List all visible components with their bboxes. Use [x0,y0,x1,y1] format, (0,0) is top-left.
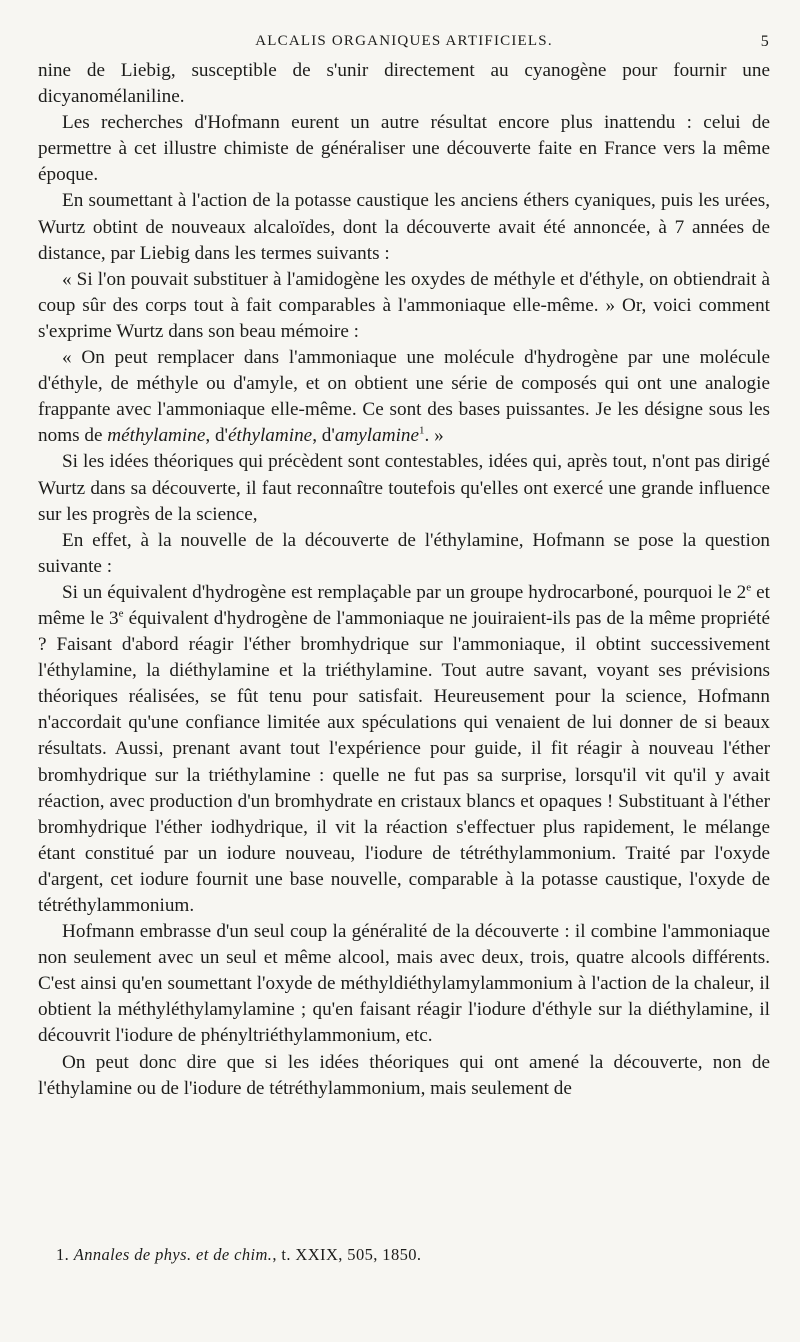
paragraph-6: Si les idées théoriques qui précèdent sont contestables, idées qui, après tout, n'ont pas dirigé Wurtz dans sa découverte, il faut reconnaître toutefois qu'elles ont exercé une grande influence sur les progrès de la science, [38,451,770,525]
footnote-number: 1. [56,1245,70,1264]
paragraph-2: Les recherches d'Hofmann eurent un autre résultat encore plus inattendu : celui de permettre à cet illustre chimiste de généraliser une découverte faite en France vers la même époque. [38,112,770,186]
wurtz-quote-text: « On peut remplacer dans l'ammoniaque une molécule d'hydrogène par une molécule d'éthyle, de méthyle ou d'amyle, et on obtient une série de composés qui ont une analogie frappante avec l'ammoniaque elle-même. Ce sont des bases puissantes. Je les désigne sous les noms de [38,347,770,447]
paragraph-9: Hofmann embrasse d'un seul coup la généralité de la découverte : il combine l'ammoniaque non seulement avec un seul et même alcool, mais avec deux, trois, quatre alcools différents. C'est ainsi qu'en soumettant l'oxyde de méthyldiéthylamylammonium à l'action de la chaleur, il obtient la méthyléthylamylamine ; qu'en faisant réagir l'iodure d'éthyle sur la diéthylamine, il découvrit l'iodure de phényltriéthylammonium, etc. [38,921,770,1047]
book-page [38,30,770,1102]
running-title: ALCALIS ORGANIQUES ARTIFICIELS. [255,33,553,49]
paragraph-3: En soumettant à l'action de la potasse caustique les anciens éthers cyaniques, puis les urées, Wurtz obtint de nouveaux alcaloïdes, dont la découverte avait été annoncée, à 7 années de distance, par Liebig dans les termes suivants : [38,190,770,264]
paragraph-1: nine de Liebig, susceptible de s'unir directement au cyanogène pour fournir une dicyanomélaniline. [38,60,770,108]
footnote-details: , t. XXIX, 505, 1850. [272,1245,422,1264]
paragraph-7: En effet, à la nouvelle de la découverte de l'éthylamine, Hofmann se pose la question suivante : [38,529,770,577]
term-separator-1: , d' [205,425,228,447]
footnote-source: Annales de phys. et de chim. [73,1245,273,1264]
paragraph-8-part-1: Si un équivalent d'hydrogène est remplaçable par un groupe hydrocarboné, pourquoi le 2 [62,581,747,603]
term-methylamine: méthylamine [107,425,206,447]
term-amylamine: amylamine [334,425,420,447]
footnote-reference: 1 [419,424,425,437]
paragraph-8 [38,580,770,919]
ordinal-superscript-2: e [118,607,124,620]
paragraph-4-liebig-quote: « Si l'on pouvait substituer à l'amidogène les oxydes de méthyle et d'éthyle, on obtiendrait à coup sûr des corps tout à fait comparables à l'ammoniaque elle-même. » Or, voici comment s'exprime Wurtz dans son beau mémoire : [38,268,770,342]
ordinal-superscript-1: e [746,581,752,594]
term-ethylamine: éthylamine [228,425,313,447]
paragraph-8-part-3: équivalent d'hydrogène de l'ammoniaque ne jouiraient-ils pas de la même propriété ? Faisant d'abord réagir l'éther bromhydrique sur l'ammoniaque, il obtint successivement l'éthylamine, la diéthylamine et la triéthylamine. Tout autre savant, voyant ses prévisions théoriques réalisées, se fût tenu pour satisfait. Heureusement pour la science, Hofmann n'accordait qu'une confiance limitée aux spéculations qui venaient de lui donner de si beaux résultats. Aussi, prenant avant tout l'expérience pour guide, il fit réagir à nouveau l'éther bromhydrique sur la triéthylamine : quelle ne fut pas sa surprise, lorsqu'il vit qu'il y avait réaction, avec production d'un bromhydrate en cristaux blancs et opaques ! Substituant à l'éther bromhydrique l'éther iodhydrique, il vit la réaction s'effectuer plus rapidement, le mélange étant constitué par un iodure nouveau, l'iodure de tétréthylammonium. Traité par l'oxyde d'argent, cet iodure fournit une base nouvelle, comparable à la potasse caustique, l'oxyde de tétréthylammonium. [38,607,770,916]
paragraph-10: On peut donc dire que si les idées théoriques qui ont amené la découverte, non de l'éthylamine ou de l'iodure de tétréthylammonium, mais seulement de [38,1051,770,1099]
running-head [38,30,770,58]
footnote [56,1245,421,1265]
body-text [38,58,770,1102]
quote-close: . » [424,425,444,447]
page-number: 5 [760,33,770,50]
paragraph-8-part-2: et même le 3 [38,581,770,629]
term-separator-2: , d' [312,425,335,447]
paragraph-5-wurtz-quote [38,345,770,449]
